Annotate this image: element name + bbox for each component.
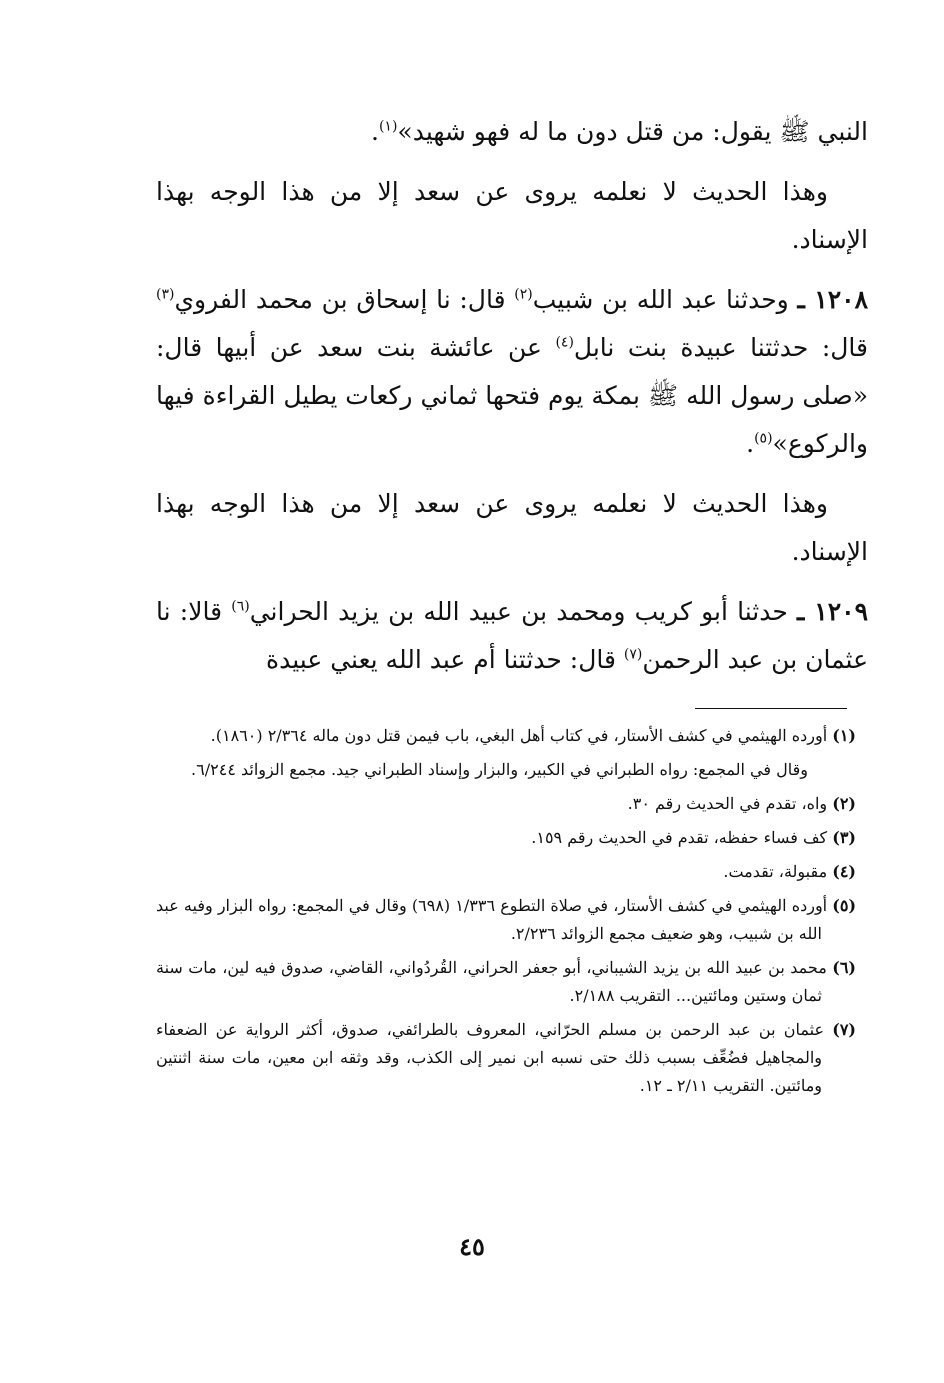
footnote-ref-4: (٤) [555,334,574,351]
comment-paragraph-2 [156,480,868,576]
footnote-7: (٧) عثمان بن عبد الرحمن بن مسلم الحرّاني، المعروف بالطرائفي، صدوق، أكثر الرواية عن الضعفاء والمجاهيل فضُعِّف بسبب ذلك حتى نسبه ابن نمير إلى الكذب، وقد وثقه ابن معين، مات سنة اثنتين ومائتين. التقريب ٢/١١ ـ ١٢. [156,1020,856,1095]
footnote-ref-7: (٧) [623,646,643,663]
hadith-1209-part2: قالا: نا عثمان بن عبد الرحمن [156,597,868,674]
footnote-5: (٥) أورده الهيثمي في كشف الأستار، في صلاة التطوع ١/٣٣٦ (٦٩٨) وقال في المجمع: رواه البزار وفيه عبد الله بن شبيب، وهو ضعيف مجمع الزوائد ٢/٢٣٦. [156,896,857,943]
footnote-ref-6: (٦) [231,598,250,615]
comment-text-2: وهذا الحديث لا نعلمه يروى عن سعد إلا من هذا الوجه بهذا الإسناد. [156,489,868,566]
hadith-1209 [156,588,868,684]
hadith-1208 [156,276,868,468]
continuation-paragraph: النبي ﷺ يقول: من قتل دون ما له فهو شهيد»$^{(١)}$. [370,117,868,146]
hadith-1209-part3: قال: حدثتنا أم عبد الله يعني عبيدة [266,645,624,674]
footnote-4: (٤) مقبولة، تقدمت. [723,862,856,881]
footnote-ref-1: (١) [378,118,398,135]
hadith-1208-part4: عن عائشة بنت سعد عن أبيها قال: «صلى رسول الله ﷺ بمكة يوم فتحها ثماني ركعات يطيل القراءة فيها والركوع» [156,333,868,458]
footnote-ref-2: (٢) [514,286,533,303]
footnote-ref-3: (٣) [156,286,175,303]
continuation-text: النبي ﷺ يقول: من قتل دون ما له فهو شهيد» [397,117,868,146]
footnote-1: (١) أورده الهيثمي في كشف الأستار، في كتاب أهل البغي، باب فيمن قتل دون ماله ٢/٣٦٤ (١٨٦٠). [210,726,856,745]
comment-paragraph-1 [156,168,868,264]
hadith-1208-part2: قال: نا إسحاق بن محمد الفروي [174,285,515,314]
footnote-separator [695,708,847,709]
comment-text-1: وهذا الحديث لا نعلمه يروى عن سعد إلا من هذا الوجه بهذا الإسناد. [156,177,868,254]
page-number: ٤٥ [459,1232,485,1261]
hadith-1209-part1: حدثنا أبو كريب ومحمد بن عبيد الله بن يزيد الحراني [249,597,788,626]
footnote-1-continued: وقال في المجمع: رواه الطبراني في الكبير، والبزار وإسناد الطبراني جيد. مجمع الزوائد ٦/٢٤٤. [191,760,808,779]
footnote-6: (٦) محمد بن عبيد الله بن يزيد الشيباني، أبو جعفر الحراني، القُردُواني، القاضي، صدوق فيه لين، مات سنة ثمان وستين ومائتين... التقريب ٢/١٨٨. [156,958,856,1005]
hadith-1208-part3: قال: حدثتنا عبيدة بنت نابل [573,333,868,362]
hadith-number-1209: ١٢٠٩ ـ [797,597,868,626]
hadith-number-1208: ١٢٠٨ ـ [797,285,868,314]
footnote-3: (٣) كف فساء حفظه، تقدم في الحديث رقم ١٥٩. [531,828,856,847]
hadith-1208-part1: وحدثنا عبد الله بن شبيب [532,285,789,314]
footnote-2: (٢) واه، تقدم في الحديث رقم ٣٠. [627,794,856,813]
footnote-ref-5: (٥) [754,430,773,447]
main-text [156,108,868,696]
footnotes [156,722,856,1106]
hadith-1208-end: . [746,429,755,458]
